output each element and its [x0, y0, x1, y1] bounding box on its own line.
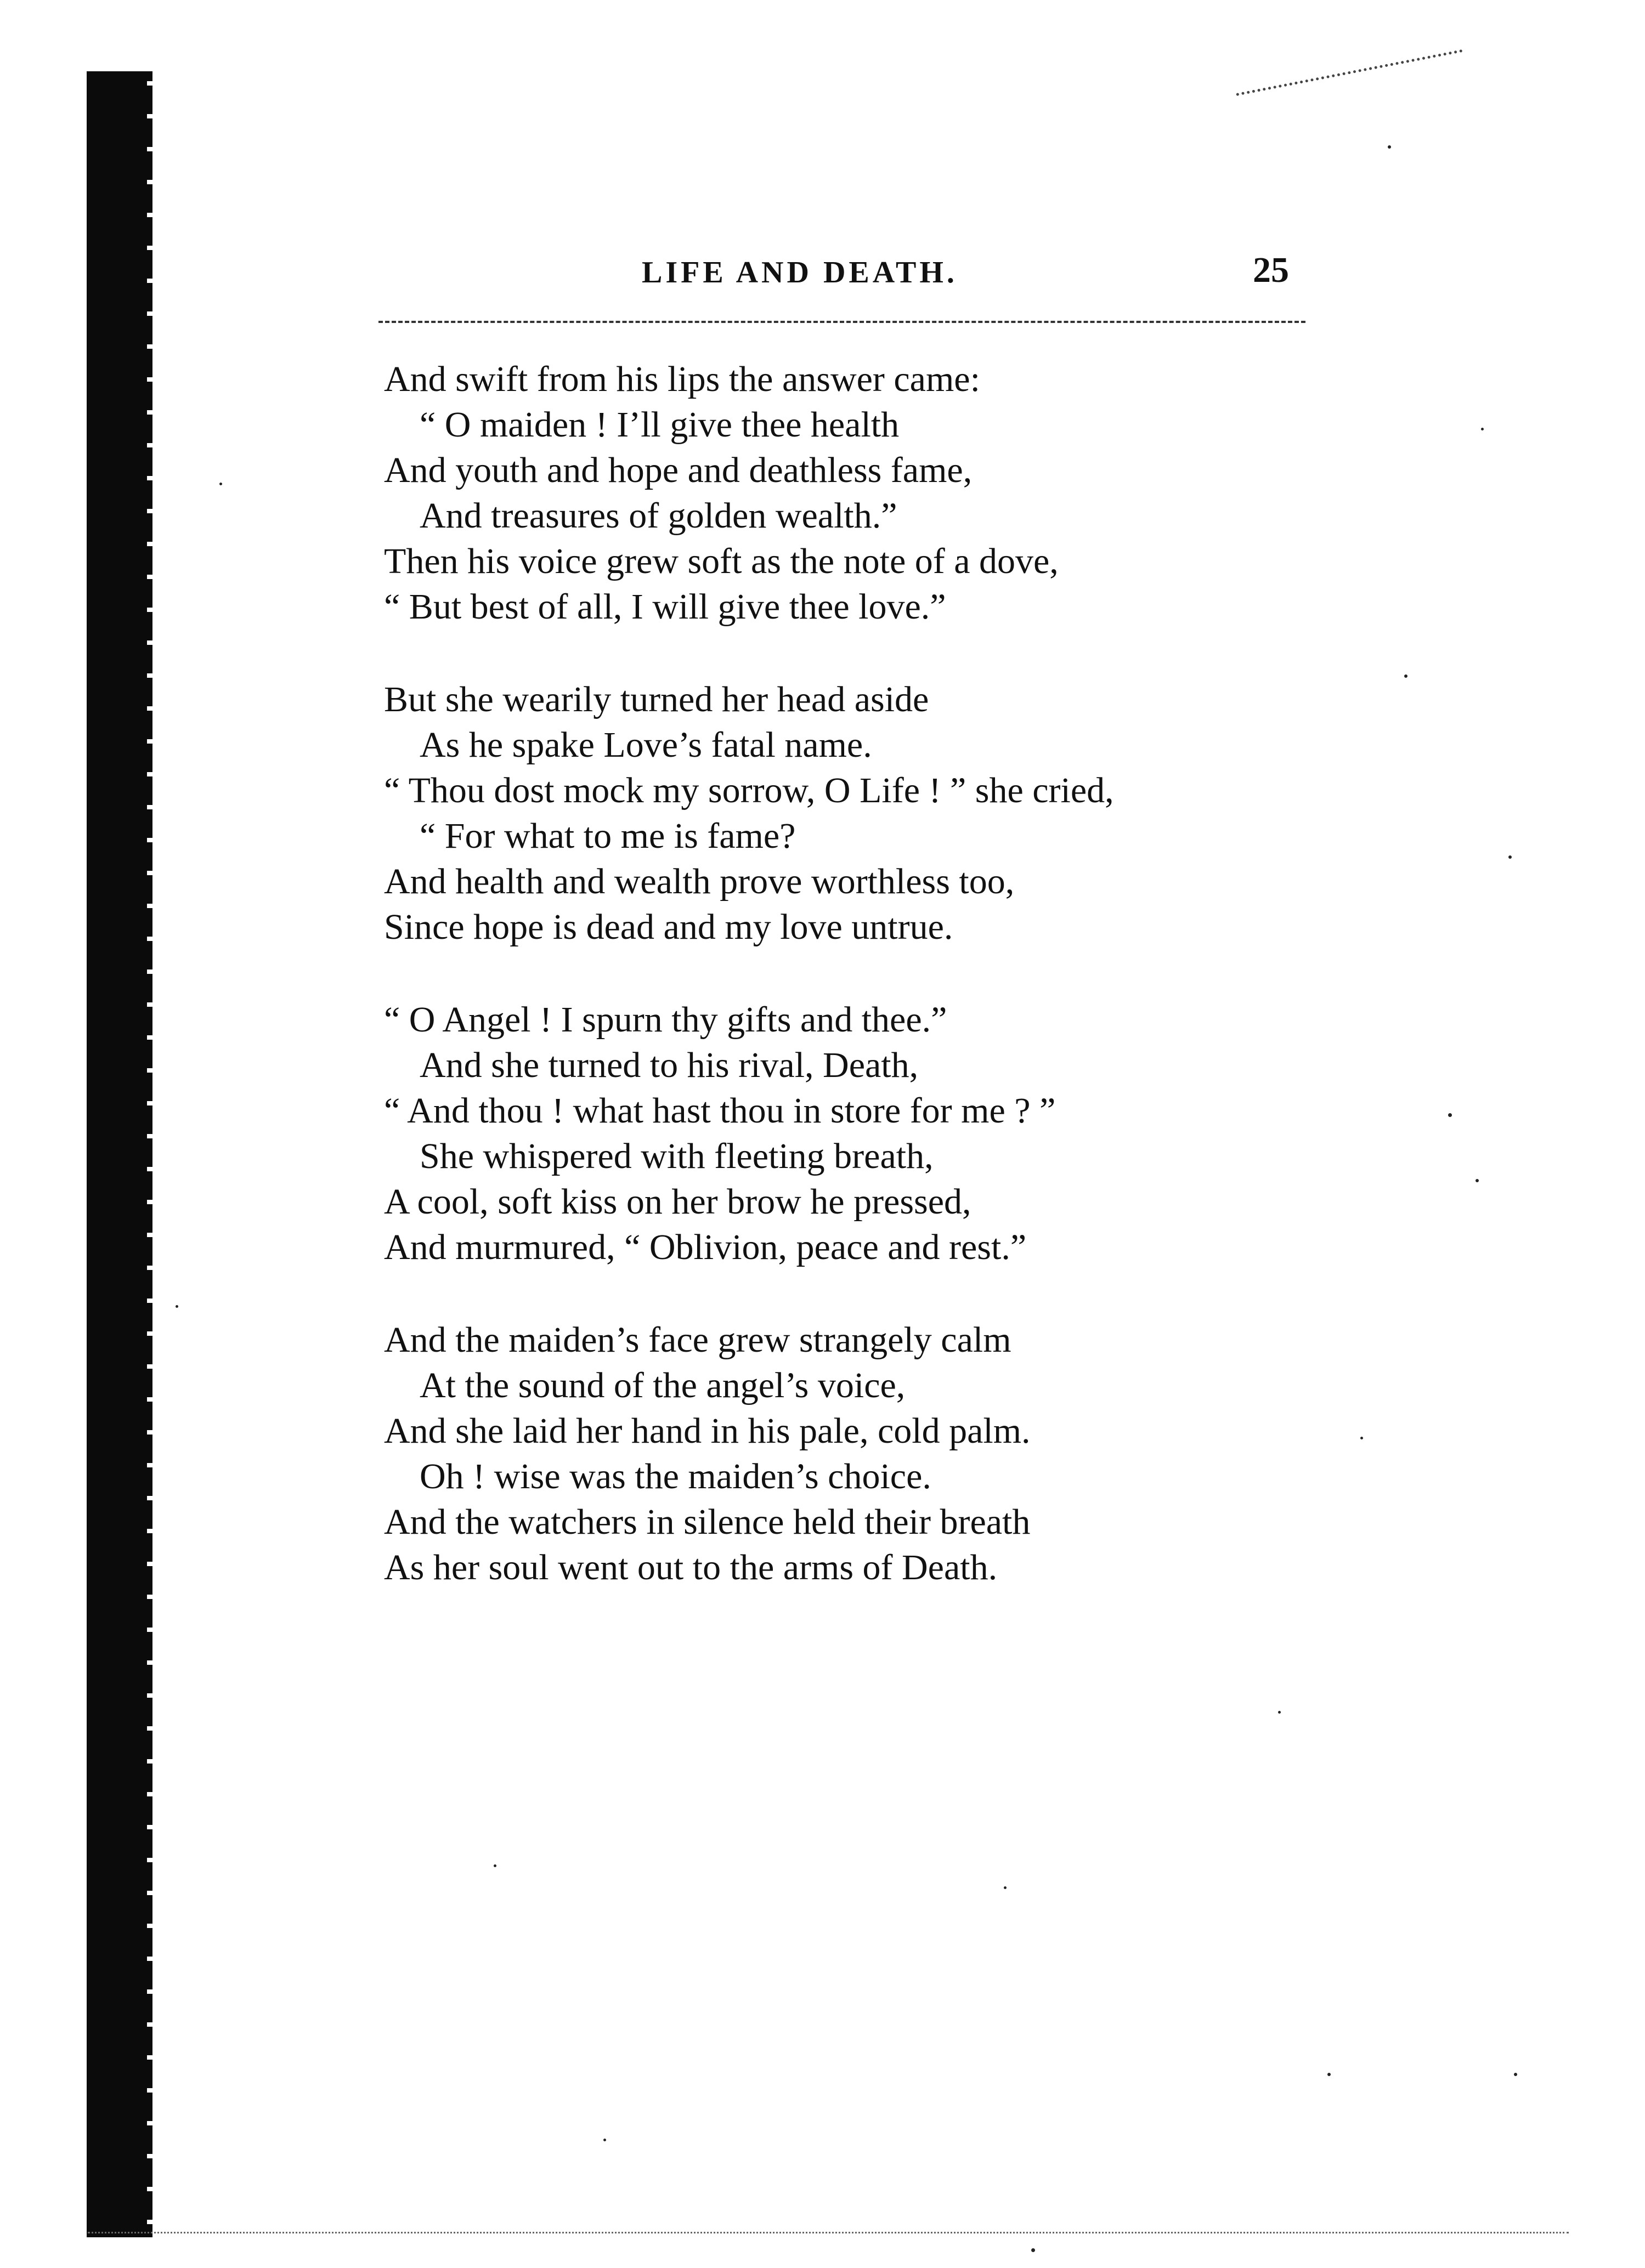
page-header: [373, 250, 1305, 299]
poem-line: At the sound of the angel’s voice,: [420, 1365, 906, 1405]
scan-artifact-top: [1236, 49, 1462, 96]
poem-line: And the watchers in silence held their breath: [384, 1502, 1031, 1542]
header-rule: [378, 321, 1305, 323]
poem-line: And health and wealth prove worthless too,: [384, 861, 1015, 901]
stanza-1: [384, 356, 1344, 630]
poem-line: Then his voice grew soft as the note of a dove,: [384, 541, 1059, 581]
poem-line: “ O maiden ! I’ll give thee health: [420, 405, 900, 445]
poem-line: Oh ! wise was the maiden’s choice.: [420, 1456, 931, 1496]
poem-line: And the maiden’s face grew strangely calm: [384, 1320, 1011, 1360]
poem-line: And murmured, “ Oblivion, peace and rest.”: [384, 1227, 1027, 1267]
poem-line: “ And thou ! what hast thou in store for me ? ”: [384, 1091, 1056, 1131]
poem-line: And youth and hope and deathless fame,: [384, 450, 973, 490]
poem-line: And she turned to his rival, Death,: [420, 1045, 919, 1085]
poem-line: And she laid her hand in his pale, cold palm.: [384, 1411, 1031, 1451]
poem-line: She whispered with fleeting breath,: [420, 1136, 934, 1176]
binding-edge-shadow: [87, 71, 148, 2237]
poem-line: “ Thou dost mock my sorrow, O Life ! ” she cried,: [384, 770, 1114, 810]
stanza-3: [384, 997, 1344, 1270]
poem-line: As her soul went out to the arms of Death.: [384, 1547, 998, 1587]
stanza-4: [384, 1317, 1344, 1590]
stanza-2: [384, 677, 1344, 950]
page-number: 25: [1253, 250, 1289, 290]
poem-line: And swift from his lips the answer came:: [384, 359, 980, 399]
poem-line: Since hope is dead and my love untrue.: [384, 907, 953, 947]
running-title: LIFE AND DEATH.: [642, 256, 958, 290]
poem-line: A cool, soft kiss on her brow he pressed,: [384, 1182, 971, 1222]
poem-line: As he spake Love’s fatal name.: [420, 725, 872, 765]
poem-line: But she wearily turned her head aside: [384, 679, 929, 719]
scan-artifact-bottom: [88, 2232, 1569, 2233]
poem-line: And treasures of golden wealth.”: [420, 496, 897, 536]
poem-line: “ But best of all, I will give thee love.”: [384, 587, 946, 627]
poem-line: “ For what to me is fame?: [420, 816, 796, 856]
poem-body: [384, 356, 1344, 1637]
poem-line: “ O Angel ! I spurn thy gifts and thee.”: [384, 1000, 947, 1040]
